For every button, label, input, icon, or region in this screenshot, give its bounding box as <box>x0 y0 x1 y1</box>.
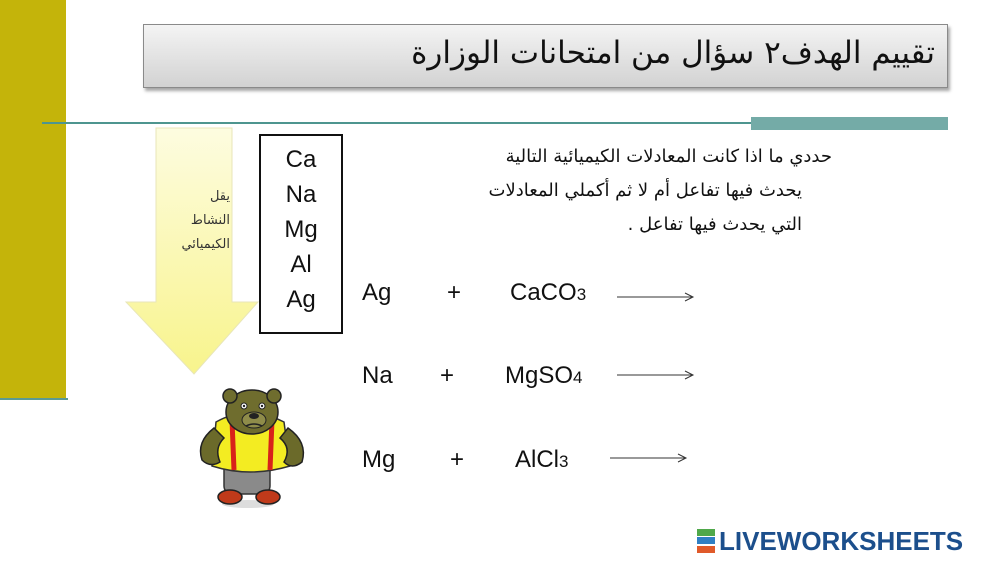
equation-2-compound <box>505 362 582 390</box>
equation-1-plus: + <box>447 279 462 306</box>
equation-2-answer-field[interactable] <box>700 358 900 394</box>
equation-1-metal: Ag <box>362 279 392 306</box>
logo-text: LIVEWORKSHEETS <box>719 525 964 556</box>
equation-3-metal: Mg <box>362 446 396 473</box>
activity-series-box <box>259 134 343 334</box>
formula-subscript: 3 <box>559 452 569 471</box>
left-accent-underline <box>0 398 68 400</box>
element-symbol: Al <box>290 251 312 278</box>
reaction-arrow-icon <box>617 368 697 382</box>
logo-blocks-icon <box>697 529 715 553</box>
reaction-arrow-icon <box>610 451 690 465</box>
equation-3-compound <box>515 446 568 474</box>
equation-3-plus: + <box>450 446 465 473</box>
equation-3-answer-field[interactable] <box>700 442 900 478</box>
compound-formula: CaCO <box>510 279 577 306</box>
question-line: حددي ما اذا كانت المعادلات الكيميائية التالية <box>505 146 832 167</box>
formula-subscript: 4 <box>573 368 583 387</box>
question-line: يحدث فيها تفاعل أم لا ثم أكملي المعادلات <box>488 180 802 201</box>
title-banner <box>143 24 948 88</box>
element-symbol: Mg <box>284 216 318 243</box>
question-text <box>372 140 832 242</box>
arrow-label-line: الكيميائي <box>181 237 230 252</box>
equation-2-plus: + <box>440 362 455 389</box>
header-divider-accent <box>751 117 948 130</box>
left-accent-bar <box>0 0 66 400</box>
question-line: التي يحدث فيها تفاعل . <box>627 214 802 235</box>
liveworksheets-logo <box>697 526 963 556</box>
element-symbol: Ca <box>285 146 317 173</box>
element-symbol: Na <box>285 181 317 208</box>
cartoon-bear-icon <box>188 382 318 512</box>
equation-2-metal: Na <box>362 362 393 389</box>
compound-formula: AlCl <box>515 446 560 473</box>
activity-arrow-label <box>158 185 230 257</box>
equation-1-answer-field[interactable] <box>700 276 900 312</box>
element-symbol: Ag <box>286 286 316 313</box>
arrow-label-line: النشاط <box>190 213 230 228</box>
equation-1-compound <box>510 279 586 307</box>
reaction-arrow-icon <box>617 290 697 304</box>
formula-subscript: 3 <box>576 285 587 304</box>
slide-title: تقييم الهدف٢ سؤال من امتحانات الوزارة <box>411 35 935 71</box>
compound-formula: MgSO <box>505 362 574 389</box>
arrow-label-line: يقل <box>209 189 230 204</box>
